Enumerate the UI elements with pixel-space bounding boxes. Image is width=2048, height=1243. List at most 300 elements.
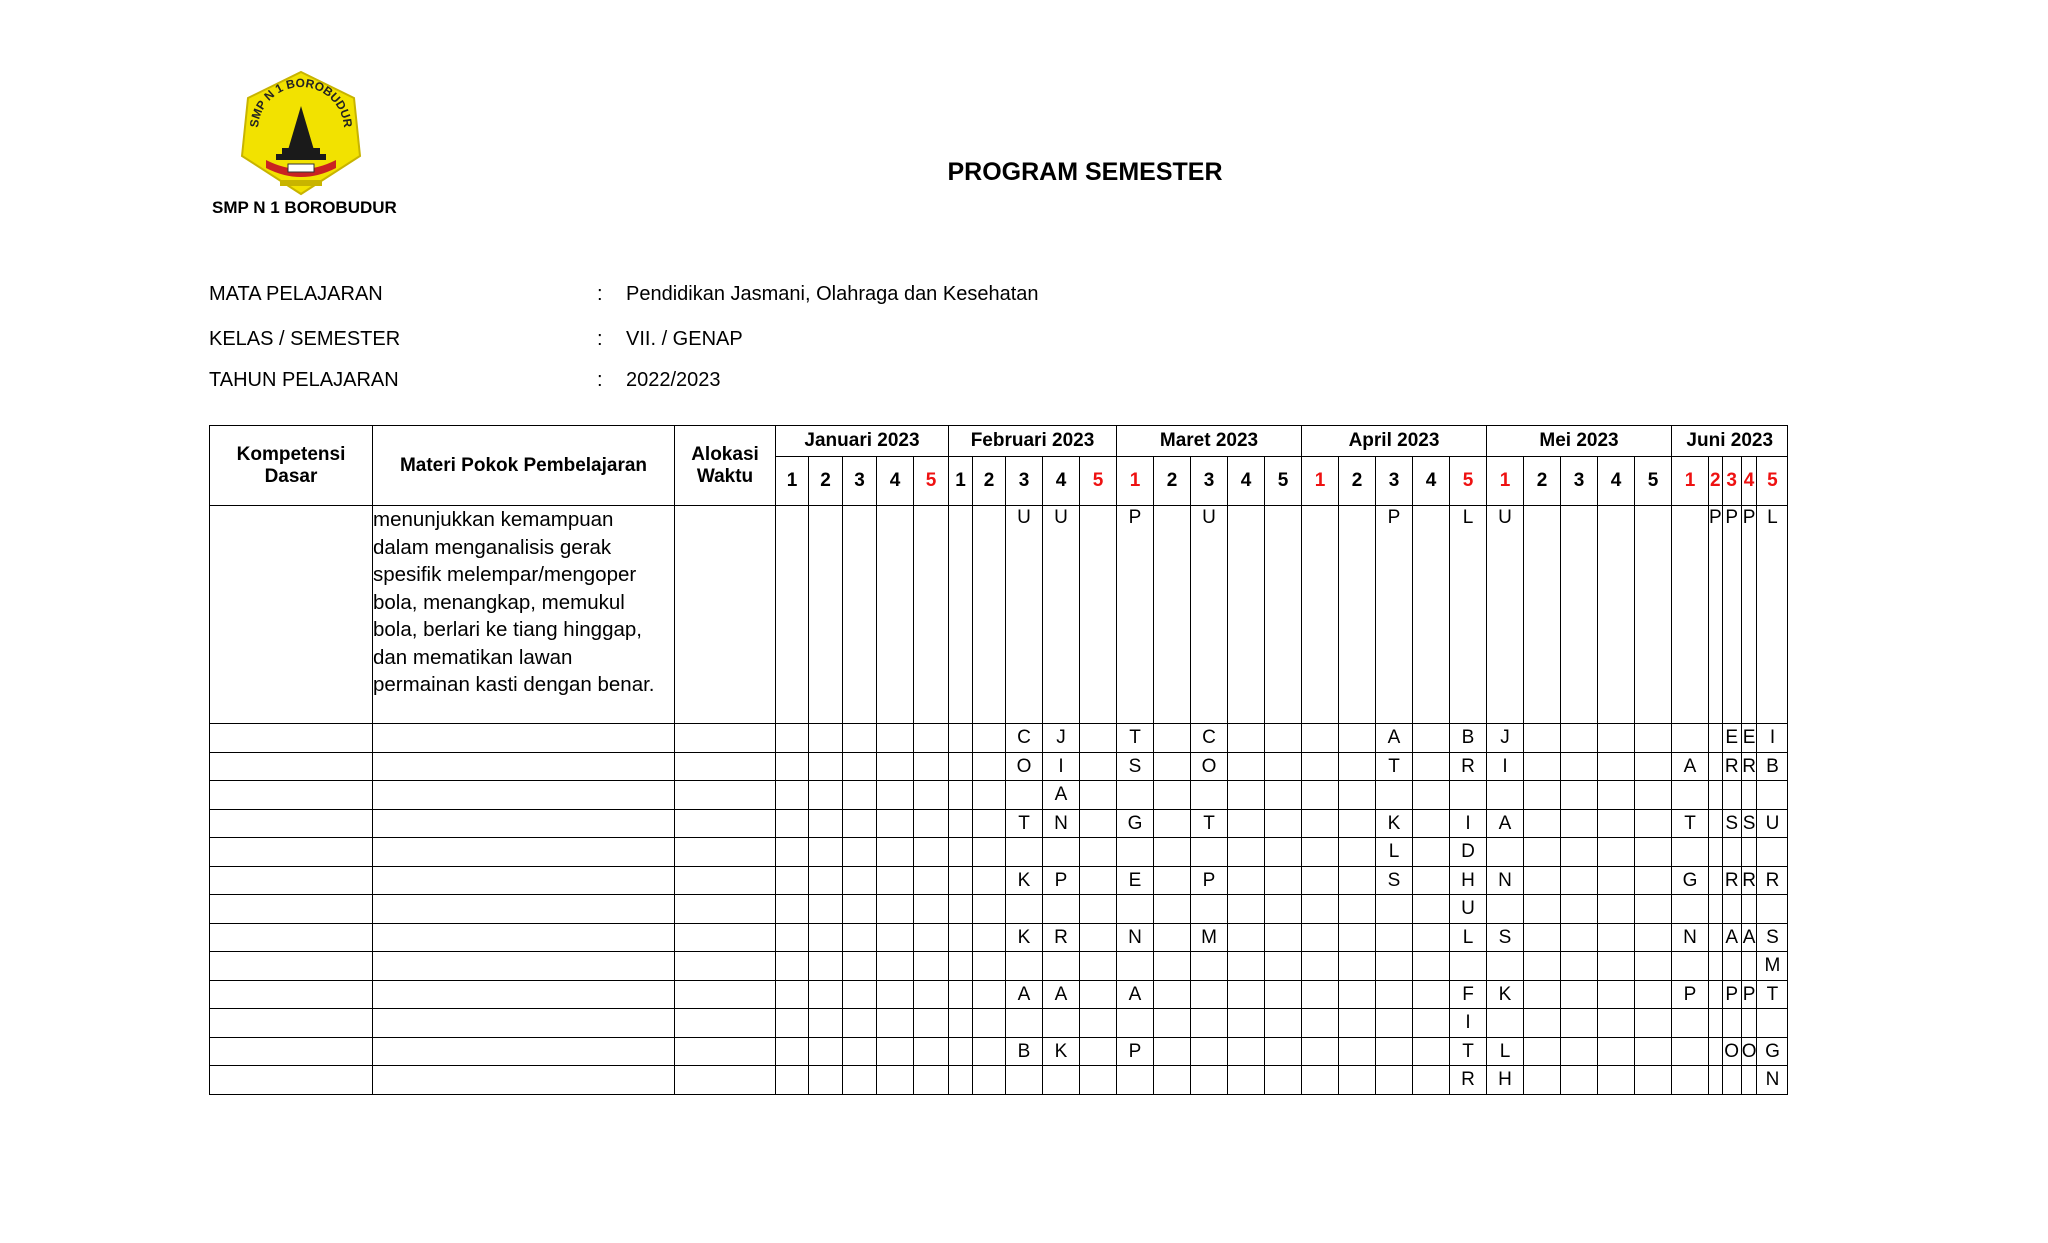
week-cell (1524, 752, 1561, 781)
week-cell (1080, 866, 1117, 895)
week-cell: H (1487, 1066, 1524, 1095)
week-cell (1154, 506, 1191, 724)
week-cell (1154, 1009, 1191, 1038)
svg-text:SMP N 1 BOROBUDUR: SMP N 1 BOROBUDUR (246, 75, 356, 129)
week-cell (1302, 923, 1339, 952)
week-cell (1228, 952, 1265, 981)
week-cell (1487, 1009, 1524, 1038)
week-cell (1598, 838, 1635, 867)
week-cell: O (1191, 752, 1228, 781)
week-cell (1302, 1037, 1339, 1066)
week-cell: R (1757, 866, 1788, 895)
week-cell (1524, 980, 1561, 1009)
kompetensi-cell (210, 923, 373, 952)
week-cell (776, 1037, 809, 1066)
week-cell (1228, 506, 1265, 724)
alokasi-cell (675, 980, 776, 1009)
week-cell (1154, 866, 1191, 895)
week-cell (843, 1037, 877, 1066)
week-cell (877, 895, 914, 924)
week-cell (1561, 1009, 1598, 1038)
kompetensi-cell (210, 781, 373, 810)
week-cell (1672, 781, 1709, 810)
week-cell (1117, 1066, 1154, 1095)
month-header: Juni 2023 (1672, 426, 1788, 457)
week-cell (1339, 980, 1376, 1009)
week-cell (1561, 724, 1598, 753)
week-number: 1 (1672, 457, 1709, 506)
kompetensi-cell (210, 724, 373, 753)
alokasi-cell (675, 1009, 776, 1038)
week-cell (809, 1066, 843, 1095)
week-cell (1154, 923, 1191, 952)
week-cell (1561, 809, 1598, 838)
week-cell (1265, 781, 1302, 810)
week-cell (843, 1009, 877, 1038)
week-cell: A (1722, 923, 1741, 952)
week-cell (1154, 724, 1191, 753)
week-cell: A (1741, 923, 1757, 952)
week-cell (1524, 809, 1561, 838)
week-cell (1302, 895, 1339, 924)
week-cell (1524, 952, 1561, 981)
week-cell (1741, 838, 1757, 867)
week-cell (1006, 1009, 1043, 1038)
materi-cell (373, 1009, 675, 1038)
meta-value: Pendidikan Jasmani, Olahraga dan Kesehatan (626, 283, 1039, 305)
week-cell (1080, 980, 1117, 1009)
week-cell (1413, 980, 1450, 1009)
week-cell (1487, 781, 1524, 810)
week-cell (877, 866, 914, 895)
week-cell (1635, 980, 1672, 1009)
week-cell: P (1191, 866, 1228, 895)
header-kompetensi-dasar: Kompetensi Dasar (210, 426, 373, 506)
week-cell (1191, 838, 1228, 867)
week-cell (1154, 1066, 1191, 1095)
week-cell (1709, 895, 1723, 924)
week-cell: D (1450, 838, 1487, 867)
week-number: 5 (1450, 457, 1487, 506)
table-row (210, 923, 1788, 952)
week-cell (877, 1037, 914, 1066)
month-header: April 2023 (1302, 426, 1487, 457)
week-cell: P (1117, 506, 1154, 724)
week-cell (973, 838, 1006, 867)
week-cell (843, 923, 877, 952)
week-cell (1450, 781, 1487, 810)
week-number: 3 (1376, 457, 1413, 506)
week-cell (1265, 809, 1302, 838)
week-cell (1635, 506, 1672, 724)
week-number: 2 (1709, 457, 1723, 506)
week-cell: S (1722, 809, 1741, 838)
week-cell (1191, 1066, 1228, 1095)
week-number: 4 (1043, 457, 1080, 506)
week-cell (1598, 866, 1635, 895)
week-cell (1722, 1009, 1741, 1038)
kompetensi-cell (210, 809, 373, 838)
week-cell (973, 781, 1006, 810)
week-cell (1191, 895, 1228, 924)
week-cell (809, 838, 843, 867)
week-cell (1672, 1009, 1709, 1038)
week-cell (1598, 923, 1635, 952)
week-cell (1635, 866, 1672, 895)
week-cell: C (1006, 724, 1043, 753)
materi-cell (373, 1037, 675, 1066)
week-cell (809, 1037, 843, 1066)
week-cell (914, 1066, 949, 1095)
meta-value: 2022/2023 (626, 369, 721, 391)
week-cell (1561, 752, 1598, 781)
week-cell (1080, 1037, 1117, 1066)
week-cell (1339, 1066, 1376, 1095)
alokasi-cell (675, 752, 776, 781)
week-cell (1413, 1037, 1450, 1066)
table-row (210, 866, 1788, 895)
table-row (210, 724, 1788, 753)
week-cell (1722, 838, 1741, 867)
week-cell (1339, 1009, 1376, 1038)
week-cell (1265, 1009, 1302, 1038)
week-cell: B (1006, 1037, 1043, 1066)
week-cell: R (1741, 752, 1757, 781)
week-cell (843, 724, 877, 753)
week-cell (1043, 1066, 1080, 1095)
semester-program-table (209, 425, 1788, 1095)
week-number: 4 (1598, 457, 1635, 506)
week-cell (1117, 895, 1154, 924)
week-cell (973, 952, 1006, 981)
week-cell: T (1672, 809, 1709, 838)
week-cell: O (1722, 1037, 1741, 1066)
week-cell (1043, 1009, 1080, 1038)
week-cell (1339, 752, 1376, 781)
alokasi-cell (675, 923, 776, 952)
week-cell (949, 1066, 973, 1095)
week-cell (973, 809, 1006, 838)
week-cell (973, 1066, 1006, 1095)
week-cell (843, 809, 877, 838)
week-cell (1339, 923, 1376, 952)
week-cell (1413, 952, 1450, 981)
alokasi-cell (675, 724, 776, 753)
alokasi-cell (675, 809, 776, 838)
week-cell (1265, 506, 1302, 724)
week-cell: N (1117, 923, 1154, 952)
kompetensi-cell (210, 1009, 373, 1038)
week-cell (1561, 506, 1598, 724)
week-cell (1339, 866, 1376, 895)
week-cell (1302, 752, 1339, 781)
week-cell (1450, 952, 1487, 981)
week-cell: O (1006, 752, 1043, 781)
week-cell (776, 809, 809, 838)
week-cell (1598, 895, 1635, 924)
week-cell (1080, 952, 1117, 981)
week-cell (1302, 781, 1339, 810)
week-cell (1228, 752, 1265, 781)
week-cell: T (1450, 1037, 1487, 1066)
week-cell (1635, 1009, 1672, 1038)
week-cell (776, 866, 809, 895)
week-cell: E (1722, 724, 1741, 753)
week-cell: U (1757, 809, 1788, 838)
week-cell (1006, 838, 1043, 867)
materi-cell (373, 980, 675, 1009)
week-cell: S (1376, 866, 1413, 895)
week-cell: I (1487, 752, 1524, 781)
week-cell: A (1672, 752, 1709, 781)
week-cell (1228, 866, 1265, 895)
week-cell: L (1450, 923, 1487, 952)
week-cell (1339, 809, 1376, 838)
week-cell (1228, 838, 1265, 867)
week-cell (1561, 923, 1598, 952)
week-cell (1228, 1009, 1265, 1038)
week-cell (1561, 866, 1598, 895)
week-cell (1080, 724, 1117, 753)
week-number: 5 (1265, 457, 1302, 506)
week-cell (949, 781, 973, 810)
week-cell: K (1006, 923, 1043, 952)
week-cell: N (1043, 809, 1080, 838)
week-cell: T (1757, 980, 1788, 1009)
week-cell (776, 506, 809, 724)
week-cell (1043, 895, 1080, 924)
week-cell (1741, 952, 1757, 981)
week-cell (1598, 781, 1635, 810)
week-cell (914, 724, 949, 753)
week-cell (776, 838, 809, 867)
week-cell (1672, 1066, 1709, 1095)
week-cell: K (1487, 980, 1524, 1009)
week-cell: J (1487, 724, 1524, 753)
week-cell (1598, 1009, 1635, 1038)
week-cell (1191, 781, 1228, 810)
week-number: 5 (1635, 457, 1672, 506)
week-cell: U (1006, 506, 1043, 724)
week-cell (1080, 838, 1117, 867)
week-cell (1598, 724, 1635, 753)
week-cell (1339, 952, 1376, 981)
week-cell (809, 1009, 843, 1038)
week-number: 5 (1757, 457, 1788, 506)
week-cell (1413, 895, 1450, 924)
week-cell (1598, 809, 1635, 838)
week-cell: A (1376, 724, 1413, 753)
week-cell: L (1757, 506, 1788, 724)
table-row (210, 952, 1788, 981)
meta-label: KELAS / SEMESTER (209, 328, 401, 350)
meta-value: VII. / GENAP (626, 328, 743, 350)
week-cell: O (1741, 1037, 1757, 1066)
alokasi-cell (675, 866, 776, 895)
week-cell (776, 923, 809, 952)
school-name: SMP N 1 BOROBUDUR (212, 198, 397, 217)
week-cell (1709, 752, 1723, 781)
alokasi-cell (675, 1066, 776, 1095)
week-cell (1741, 1009, 1757, 1038)
table-row (210, 838, 1788, 867)
week-cell: A (1487, 809, 1524, 838)
table-row (210, 980, 1788, 1009)
week-cell (877, 809, 914, 838)
week-cell (1722, 952, 1741, 981)
week-cell: S (1487, 923, 1524, 952)
week-cell (843, 952, 877, 981)
week-cell (949, 724, 973, 753)
kompetensi-cell (210, 752, 373, 781)
week-number: 3 (1722, 457, 1741, 506)
week-cell (973, 923, 1006, 952)
week-cell: R (1722, 866, 1741, 895)
week-cell (877, 781, 914, 810)
week-cell (949, 506, 973, 724)
week-number: 4 (1741, 457, 1757, 506)
week-cell (914, 895, 949, 924)
week-cell (1117, 952, 1154, 981)
week-cell (1339, 724, 1376, 753)
page-title: PROGRAM SEMESTER (947, 158, 1223, 186)
week-cell (1709, 1066, 1723, 1095)
materi-cell (373, 838, 675, 867)
week-number: 3 (1191, 457, 1228, 506)
header-alokasi-waktu: Alokasi Waktu (675, 426, 776, 506)
week-cell: A (1043, 980, 1080, 1009)
week-cell (1265, 980, 1302, 1009)
week-cell (1191, 1009, 1228, 1038)
kompetensi-cell (210, 1066, 373, 1095)
week-cell (1635, 838, 1672, 867)
week-cell (1672, 506, 1709, 724)
week-cell (1376, 923, 1413, 952)
week-cell (1741, 895, 1757, 924)
week-cell (1339, 1037, 1376, 1066)
table-row (210, 752, 1788, 781)
week-cell: P (1709, 506, 1723, 724)
week-cell (1080, 752, 1117, 781)
week-cell (776, 724, 809, 753)
week-cell (1006, 1066, 1043, 1095)
week-cell (877, 980, 914, 1009)
week-cell: H (1450, 866, 1487, 895)
week-cell (1154, 752, 1191, 781)
week-cell (1709, 866, 1723, 895)
meta-colon: : (597, 369, 603, 391)
week-cell (914, 506, 949, 724)
week-cell (1757, 781, 1788, 810)
week-cell (1709, 980, 1723, 1009)
week-cell: I (1450, 809, 1487, 838)
week-cell: U (1487, 506, 1524, 724)
week-cell (809, 752, 843, 781)
week-cell (1191, 980, 1228, 1009)
week-cell: E (1117, 866, 1154, 895)
week-cell (809, 895, 843, 924)
week-cell (1080, 781, 1117, 810)
week-cell: K (1376, 809, 1413, 838)
week-cell (1709, 809, 1723, 838)
meta-label: MATA PELAJARAN (209, 283, 383, 305)
week-cell (914, 866, 949, 895)
alokasi-cell (675, 1037, 776, 1066)
alokasi-cell (675, 506, 776, 724)
week-cell (776, 752, 809, 781)
week-number: 1 (776, 457, 809, 506)
week-cell (809, 506, 843, 724)
week-cell: P (1117, 1037, 1154, 1066)
month-header: Mei 2023 (1487, 426, 1672, 457)
week-cell: K (1043, 1037, 1080, 1066)
week-cell (1228, 895, 1265, 924)
week-cell (877, 923, 914, 952)
week-cell (809, 923, 843, 952)
week-cell: J (1043, 724, 1080, 753)
week-cell (1376, 895, 1413, 924)
week-cell (1722, 895, 1741, 924)
month-header: Februari 2023 (949, 426, 1117, 457)
week-cell: P (1722, 980, 1741, 1009)
week-number: 2 (973, 457, 1006, 506)
week-cell (1413, 1009, 1450, 1038)
week-cell: A (1043, 781, 1080, 810)
week-cell (1635, 724, 1672, 753)
week-cell (1117, 1009, 1154, 1038)
week-cell (809, 952, 843, 981)
week-cell (1709, 1009, 1723, 1038)
week-cell (1376, 781, 1413, 810)
week-cell (1635, 1066, 1672, 1095)
week-cell (973, 724, 1006, 753)
week-cell: T (1376, 752, 1413, 781)
table-body (210, 506, 1788, 1095)
week-number: 3 (1561, 457, 1598, 506)
week-cell (877, 1066, 914, 1095)
week-cell (1722, 781, 1741, 810)
week-cell (1154, 809, 1191, 838)
week-number: 2 (1154, 457, 1191, 506)
week-cell (1709, 838, 1723, 867)
table-row (210, 1009, 1788, 1038)
week-cell (1302, 809, 1339, 838)
week-cell (843, 1066, 877, 1095)
week-cell (877, 952, 914, 981)
week-cell (877, 752, 914, 781)
week-cell: I (1757, 724, 1788, 753)
week-cell (1043, 952, 1080, 981)
week-cell (914, 809, 949, 838)
week-cell (1598, 506, 1635, 724)
week-cell (1339, 506, 1376, 724)
kompetensi-cell (210, 980, 373, 1009)
kompetensi-cell (210, 838, 373, 867)
week-cell: T (1191, 809, 1228, 838)
week-cell: F (1450, 980, 1487, 1009)
week-cell (1487, 952, 1524, 981)
week-cell (1265, 952, 1302, 981)
week-cell: R (1450, 1066, 1487, 1095)
week-cell (1757, 838, 1788, 867)
week-cell (1228, 781, 1265, 810)
week-cell: P (1043, 866, 1080, 895)
week-cell (1598, 952, 1635, 981)
week-cell (1265, 1066, 1302, 1095)
week-cell: T (1117, 724, 1154, 753)
materi-cell (373, 781, 675, 810)
week-cell (843, 980, 877, 1009)
